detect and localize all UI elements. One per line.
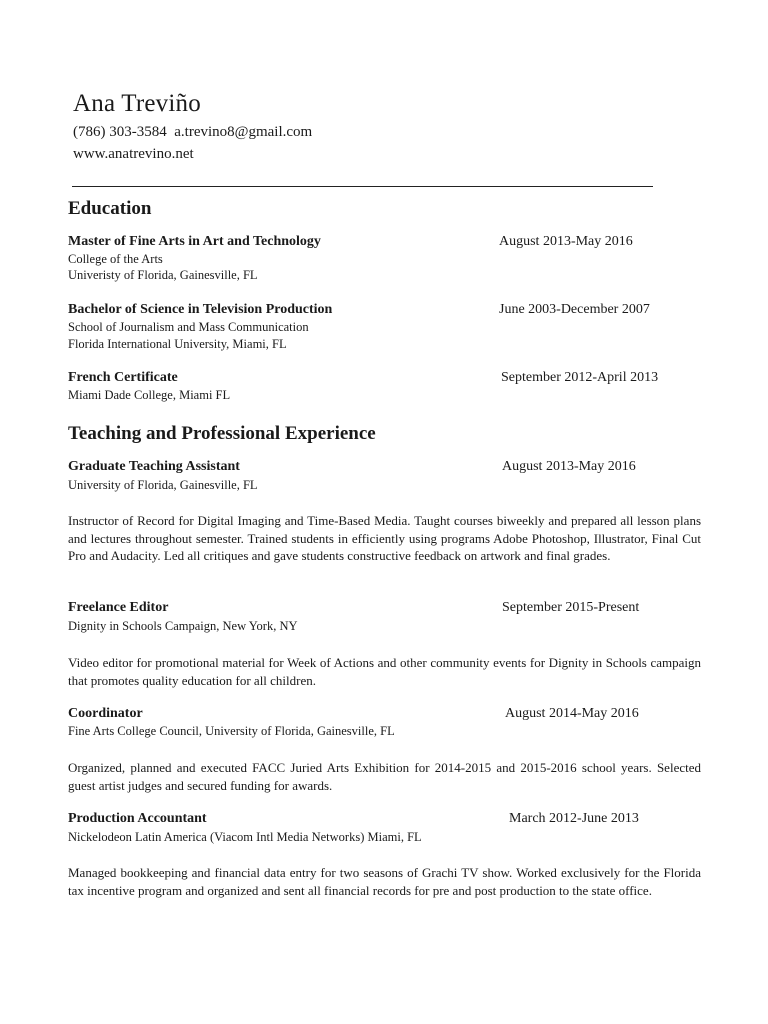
education-heading: Education [68,198,152,219]
job-description: Managed bookkeeping and financial data entry for two seasons of Grachi TV show. Worked exclusively for the Florida tax incentive program and organized and sent all financial records for pre and post production to the state office. [68,865,701,898]
job-dates: September 2015-Present [502,600,640,615]
resume-name: Ana Treviño [73,90,201,117]
education-title: Bachelor of Science in Television Production [68,302,333,317]
job-title: Production Accountant [68,811,207,826]
job-organization: Nickelodeon Latin America (Viacom Intl Media Networks) Miami, FL [68,830,422,844]
education-title: French Certificate [68,370,178,385]
job-title: Graduate Teaching Assistant [68,459,240,474]
website-url: www.anatrevino.net [73,146,194,162]
contact-line [73,124,312,141]
education-title: Master of Fine Arts in Art and Technology [68,234,321,249]
job-description: Organized, planned and executed FACC Juried Arts Exhibition for 2014-2015 and 2015-2016 school years. Selected guest artist judges and secured funding for awards. [68,760,701,793]
experience-heading: Teaching and Professional Experience [68,423,376,444]
job-title: Freelance Editor [68,600,169,615]
header-divider [72,186,653,187]
job-description: Instructor of Record for Digital Imaging and Time-Based Media. Taught courses biweekly and prepared all lesson plans and lectures throughout semester. Trained students in efficiently using programs Adobe Photoshop, Illustrator, Final Cut Pro and Audacity. Led all critiques and gave students constructive feedback on artwork and final grades. [68,513,701,563]
education-detail: Univeristy of Florida, Gainesville, FL [68,268,258,282]
education-detail: College of the Arts [68,252,163,266]
job-dates: August 2013-May 2016 [502,459,636,474]
education-dates: June 2003-December 2007 [499,302,650,317]
email-address: a.trevino8@gmail.com [174,124,313,140]
job-dates: August 2014-May 2016 [505,706,639,721]
job-dates: March 2012-June 2013 [509,811,639,826]
job-organization: University of Florida, Gainesville, FL [68,478,258,492]
education-detail: Florida International University, Miami, FL [68,337,287,351]
job-description: Video editor for promotional material for Week of Actions and other community events for Dignity in Schools campaign that promotes quality education for all children. [68,655,701,688]
education-dates: August 2013-May 2016 [499,234,633,249]
education-detail: Miami Dade College, Miami FL [68,388,231,402]
job-organization: Fine Arts College Council, University of Florida, Gainesville, FL [68,724,395,738]
job-organization: Dignity in Schools Campaign, New York, NY [68,619,298,633]
job-title: Coordinator [68,706,143,721]
phone-number: (786) 303-3584 [73,124,167,140]
education-detail: School of Journalism and Mass Communication [68,320,309,334]
education-dates: September 2012-April 2013 [501,370,659,385]
